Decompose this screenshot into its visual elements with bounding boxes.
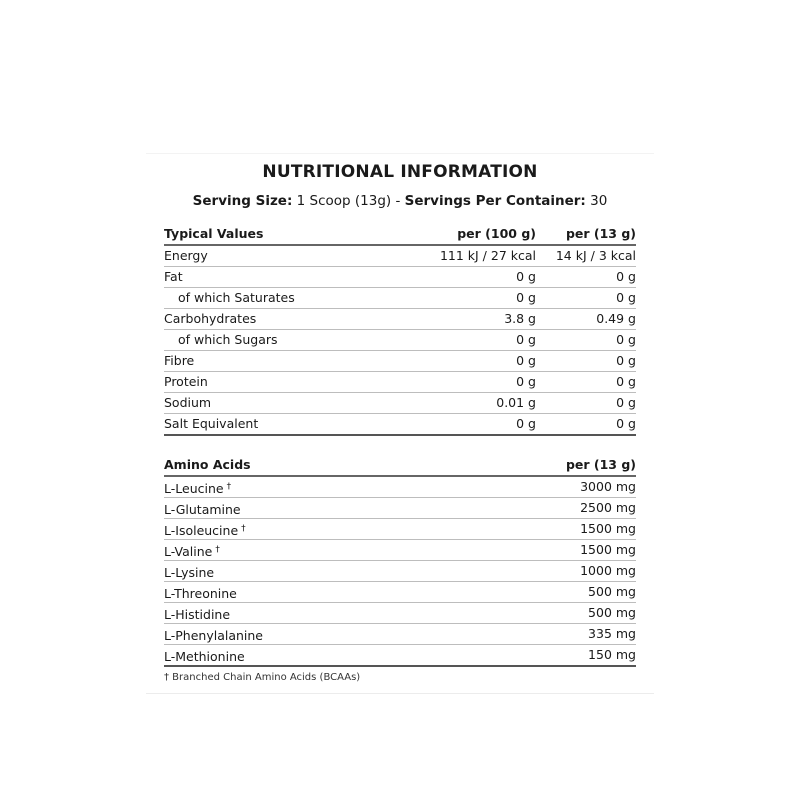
amino-acid-amount: 500 mg xyxy=(588,605,636,620)
column-header: Typical Values xyxy=(164,226,264,241)
amino-acid-name xyxy=(164,477,436,497)
amino-acid-label: L-Glutamine xyxy=(164,502,241,517)
amino-acid-name xyxy=(164,498,436,518)
serving-size-value: 1 Scoop (13g) - xyxy=(292,193,405,209)
value-per-100g: 0 g xyxy=(516,416,536,431)
nutrient-name: Carbohydrates xyxy=(164,311,257,326)
amino-acid-label: L-Lysine xyxy=(164,565,215,580)
amino-acid-amount: 1500 mg xyxy=(580,521,636,536)
nutrient-name: of which Saturates xyxy=(178,290,295,305)
amino-acid-label: L-Phenylalanine xyxy=(164,628,263,643)
column-header: per (13 g) xyxy=(565,457,636,472)
nutrient-name: Protein xyxy=(164,374,208,389)
value-per-serving: 0 g xyxy=(616,290,636,305)
nutrient-name: Fibre xyxy=(164,353,195,368)
table-row xyxy=(164,372,636,393)
value-per-serving: 0 g xyxy=(616,374,636,389)
value-per-100g: 0 g xyxy=(516,332,536,347)
amino-acid-amount: 1500 mg xyxy=(580,542,636,557)
value-per-serving: 14 kJ / 3 kcal xyxy=(555,248,636,263)
servings-per-container-label: Servings Per Container: xyxy=(404,193,586,209)
value-per-100g: 0 g xyxy=(516,290,536,305)
servings-per-container-value: 30 xyxy=(585,193,608,209)
amino-acid-name xyxy=(164,603,436,623)
amino-acid-label: L-Leucine xyxy=(164,481,224,496)
table-row xyxy=(164,393,636,414)
table-row xyxy=(164,246,636,267)
bcaa-dagger-icon: † xyxy=(241,524,246,534)
table-row xyxy=(164,309,636,330)
table-row xyxy=(164,519,636,540)
amino-acids-table xyxy=(164,455,636,667)
table-row xyxy=(164,582,636,603)
table-row xyxy=(164,414,636,436)
amino-acid-name xyxy=(164,645,436,665)
nutrient-name: Energy xyxy=(164,248,208,263)
amino-acid-label: L-Isoleucine xyxy=(164,523,239,538)
amino-acid-name xyxy=(164,519,436,539)
footnote: † Branched Chain Amino Acids (BCAAs) xyxy=(164,672,361,683)
column-header: per (13 g) xyxy=(565,226,636,241)
value-per-100g: 3.8 g xyxy=(504,311,536,326)
value-per-100g: 0 g xyxy=(516,353,536,368)
table-row xyxy=(164,603,636,624)
amino-acid-name xyxy=(164,561,436,581)
amino-acid-amount: 1000 mg xyxy=(580,563,636,578)
value-per-100g: 0 g xyxy=(516,269,536,284)
bcaa-dagger-icon: † xyxy=(215,545,220,555)
value-per-100g: 111 kJ / 27 kcal xyxy=(439,248,536,263)
amino-acid-amount: 3000 mg xyxy=(580,479,636,494)
table-row xyxy=(164,645,636,667)
column-header: Amino Acids xyxy=(164,457,251,472)
table-row xyxy=(164,330,636,351)
amino-acid-amount: 2500 mg xyxy=(580,500,636,515)
page-title: NUTRITIONAL INFORMATION xyxy=(262,162,538,182)
amino-acid-name xyxy=(164,540,436,560)
amino-acid-label: L-Histidine xyxy=(164,607,231,622)
value-per-100g: 0.01 g xyxy=(496,395,536,410)
amino-acid-label: L-Methionine xyxy=(164,649,245,664)
amino-acid-amount: 150 mg xyxy=(588,647,636,662)
nutrient-name: Salt Equivalent xyxy=(164,416,259,431)
nutrient-name: of which Sugars xyxy=(178,332,278,347)
value-per-serving: 0 g xyxy=(616,332,636,347)
nutrition-panel xyxy=(146,153,654,694)
column-header: per (100 g) xyxy=(457,226,536,241)
serving-info xyxy=(146,193,654,209)
amino-acid-amount: 500 mg xyxy=(588,584,636,599)
amino-acid-label: L-Threonine xyxy=(164,586,237,601)
table-row xyxy=(164,267,636,288)
value-per-serving: 0.49 g xyxy=(596,311,636,326)
nutrition-table xyxy=(164,224,636,436)
amino-acid-label: L-Valine xyxy=(164,544,213,559)
table-row xyxy=(164,498,636,519)
table-row xyxy=(164,477,636,498)
table-header xyxy=(164,224,636,246)
value-per-serving: 0 g xyxy=(616,353,636,368)
amino-acid-name xyxy=(164,582,436,602)
serving-size-label: Serving Size: xyxy=(192,193,293,209)
table-row xyxy=(164,351,636,372)
nutrient-name: Sodium xyxy=(164,395,212,410)
bcaa-dagger-icon: † xyxy=(226,482,232,492)
amino-acid-name xyxy=(164,624,436,644)
table-row xyxy=(164,561,636,582)
value-per-serving: 0 g xyxy=(616,269,636,284)
table-header xyxy=(164,455,636,477)
table-row xyxy=(164,624,636,645)
value-per-serving: 0 g xyxy=(616,416,636,431)
value-per-100g: 0 g xyxy=(516,374,536,389)
table-row xyxy=(164,540,636,561)
table-row xyxy=(164,288,636,309)
nutrient-name: Fat xyxy=(164,269,183,284)
value-per-serving: 0 g xyxy=(616,395,636,410)
amino-acid-amount: 335 mg xyxy=(588,626,636,641)
